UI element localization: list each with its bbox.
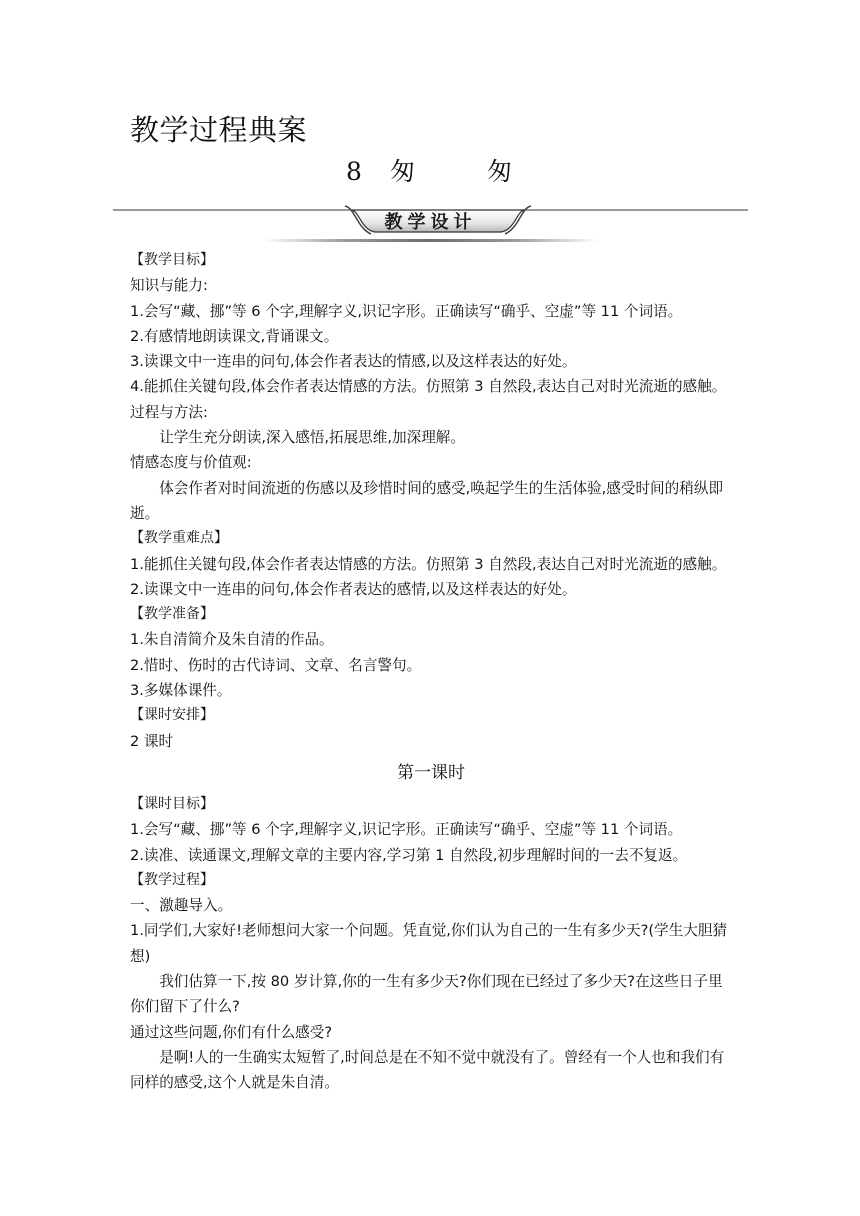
lesson-title [0,152,860,188]
lesson-title-char-2: 匆 [486,157,514,186]
text-line: 过程与方法: [130,403,208,421]
text-line: 4.能抓住关键句段,体会作者表达情感的方法。仿照第 3 自然段,表达自己对时光流逝的感触。 [130,378,727,396]
text-line: 1.会写“藏、挪”等 6 个字,理解字义,识记字形。正确读写“确乎、空虚”等 11 个词语。 [130,302,683,320]
text-line: 一、激趣导入。 [130,897,233,915]
section-heading: 【教学重难点】 [130,530,228,547]
text-line: 情感态度与价值观: [130,454,252,472]
section-heading: 【教学目标】 [130,252,214,268]
section-heading: 【课时目标】 [130,795,214,812]
indented-paragraph: 体会作者对时间流逝的伤感以及珍惜时间的感受,唤起学生的生活体验,感受时间的稍纵即逝。 [130,479,724,522]
text-line: 2.惜时、伤时的古代诗词、文章、名言警句。 [130,656,422,674]
text-line: 1.会写“藏、挪”等 6 个字,理解字义,识记字形。正确读写“确乎、空虚”等 11 个词语。 [130,821,683,839]
indented-paragraph: 我们估算一下,按 80 岁计算,你的一生有多少天?你们现在已经过了多少天?在这些日子里你们留下了什么? [130,973,723,1016]
text-line: 3.多媒体课件。 [130,682,232,700]
indented-paragraph: 是啊!人的一生确实太短暂了,时间总是在不知不觉中就没有了。曾经有一个人也和我们有同样的感受,这个人就是朱自清。 [130,1048,725,1092]
text-line: 1.同学们,大家好!老师想问大家一个问题。凭直觉,你们认为自己的一生有多少天?(学生大胆猜想) [130,922,728,965]
banner-label: 教学设计 [384,212,477,233]
text-line: 2.读课文中一连串的问句,体会作者表达的感情,以及这样表达的好处。 [130,580,577,598]
text-line: 3.读课文中一连串的问句,体会作者表达的情感,以及这样表达的好处。 [130,353,577,371]
section-heading: 【教学过程】 [130,871,214,888]
text-line: 2.有感情地朗读课文,背诵课文。 [130,327,339,345]
text-line: 2.读准、读通课文,理解文章的主要内容,学习第 1 自然段,初步理解时间的一去不复返。 [130,846,688,864]
section-heading: 【课时安排】 [130,707,214,724]
lesson-period-heading: 第一课时 [397,762,465,783]
lesson-number: 8 [346,157,364,186]
indented-paragraph: 让学生充分朗读,深入感悟,拓展思维,加深理解。 [159,429,465,447]
document-title: 教学过程典案 [130,113,308,147]
section-banner [113,200,748,250]
text-line: 通过这些问题,你们有什么感受? [130,1023,333,1041]
document-body [130,248,732,1096]
text-line: 1.朱自清简介及朱自清的作品。 [130,631,334,649]
section-heading: 【教学准备】 [130,606,214,623]
text-line: 2 课时 [130,732,174,750]
lesson-title-char-1: 匆 [389,157,417,186]
text-line: 1.能抓住关键句段,体会作者表达情感的方法。仿照第 3 自然段,表达自己对时光流逝的感触。 [130,555,727,573]
text-line: 知识与能力: [130,277,208,295]
